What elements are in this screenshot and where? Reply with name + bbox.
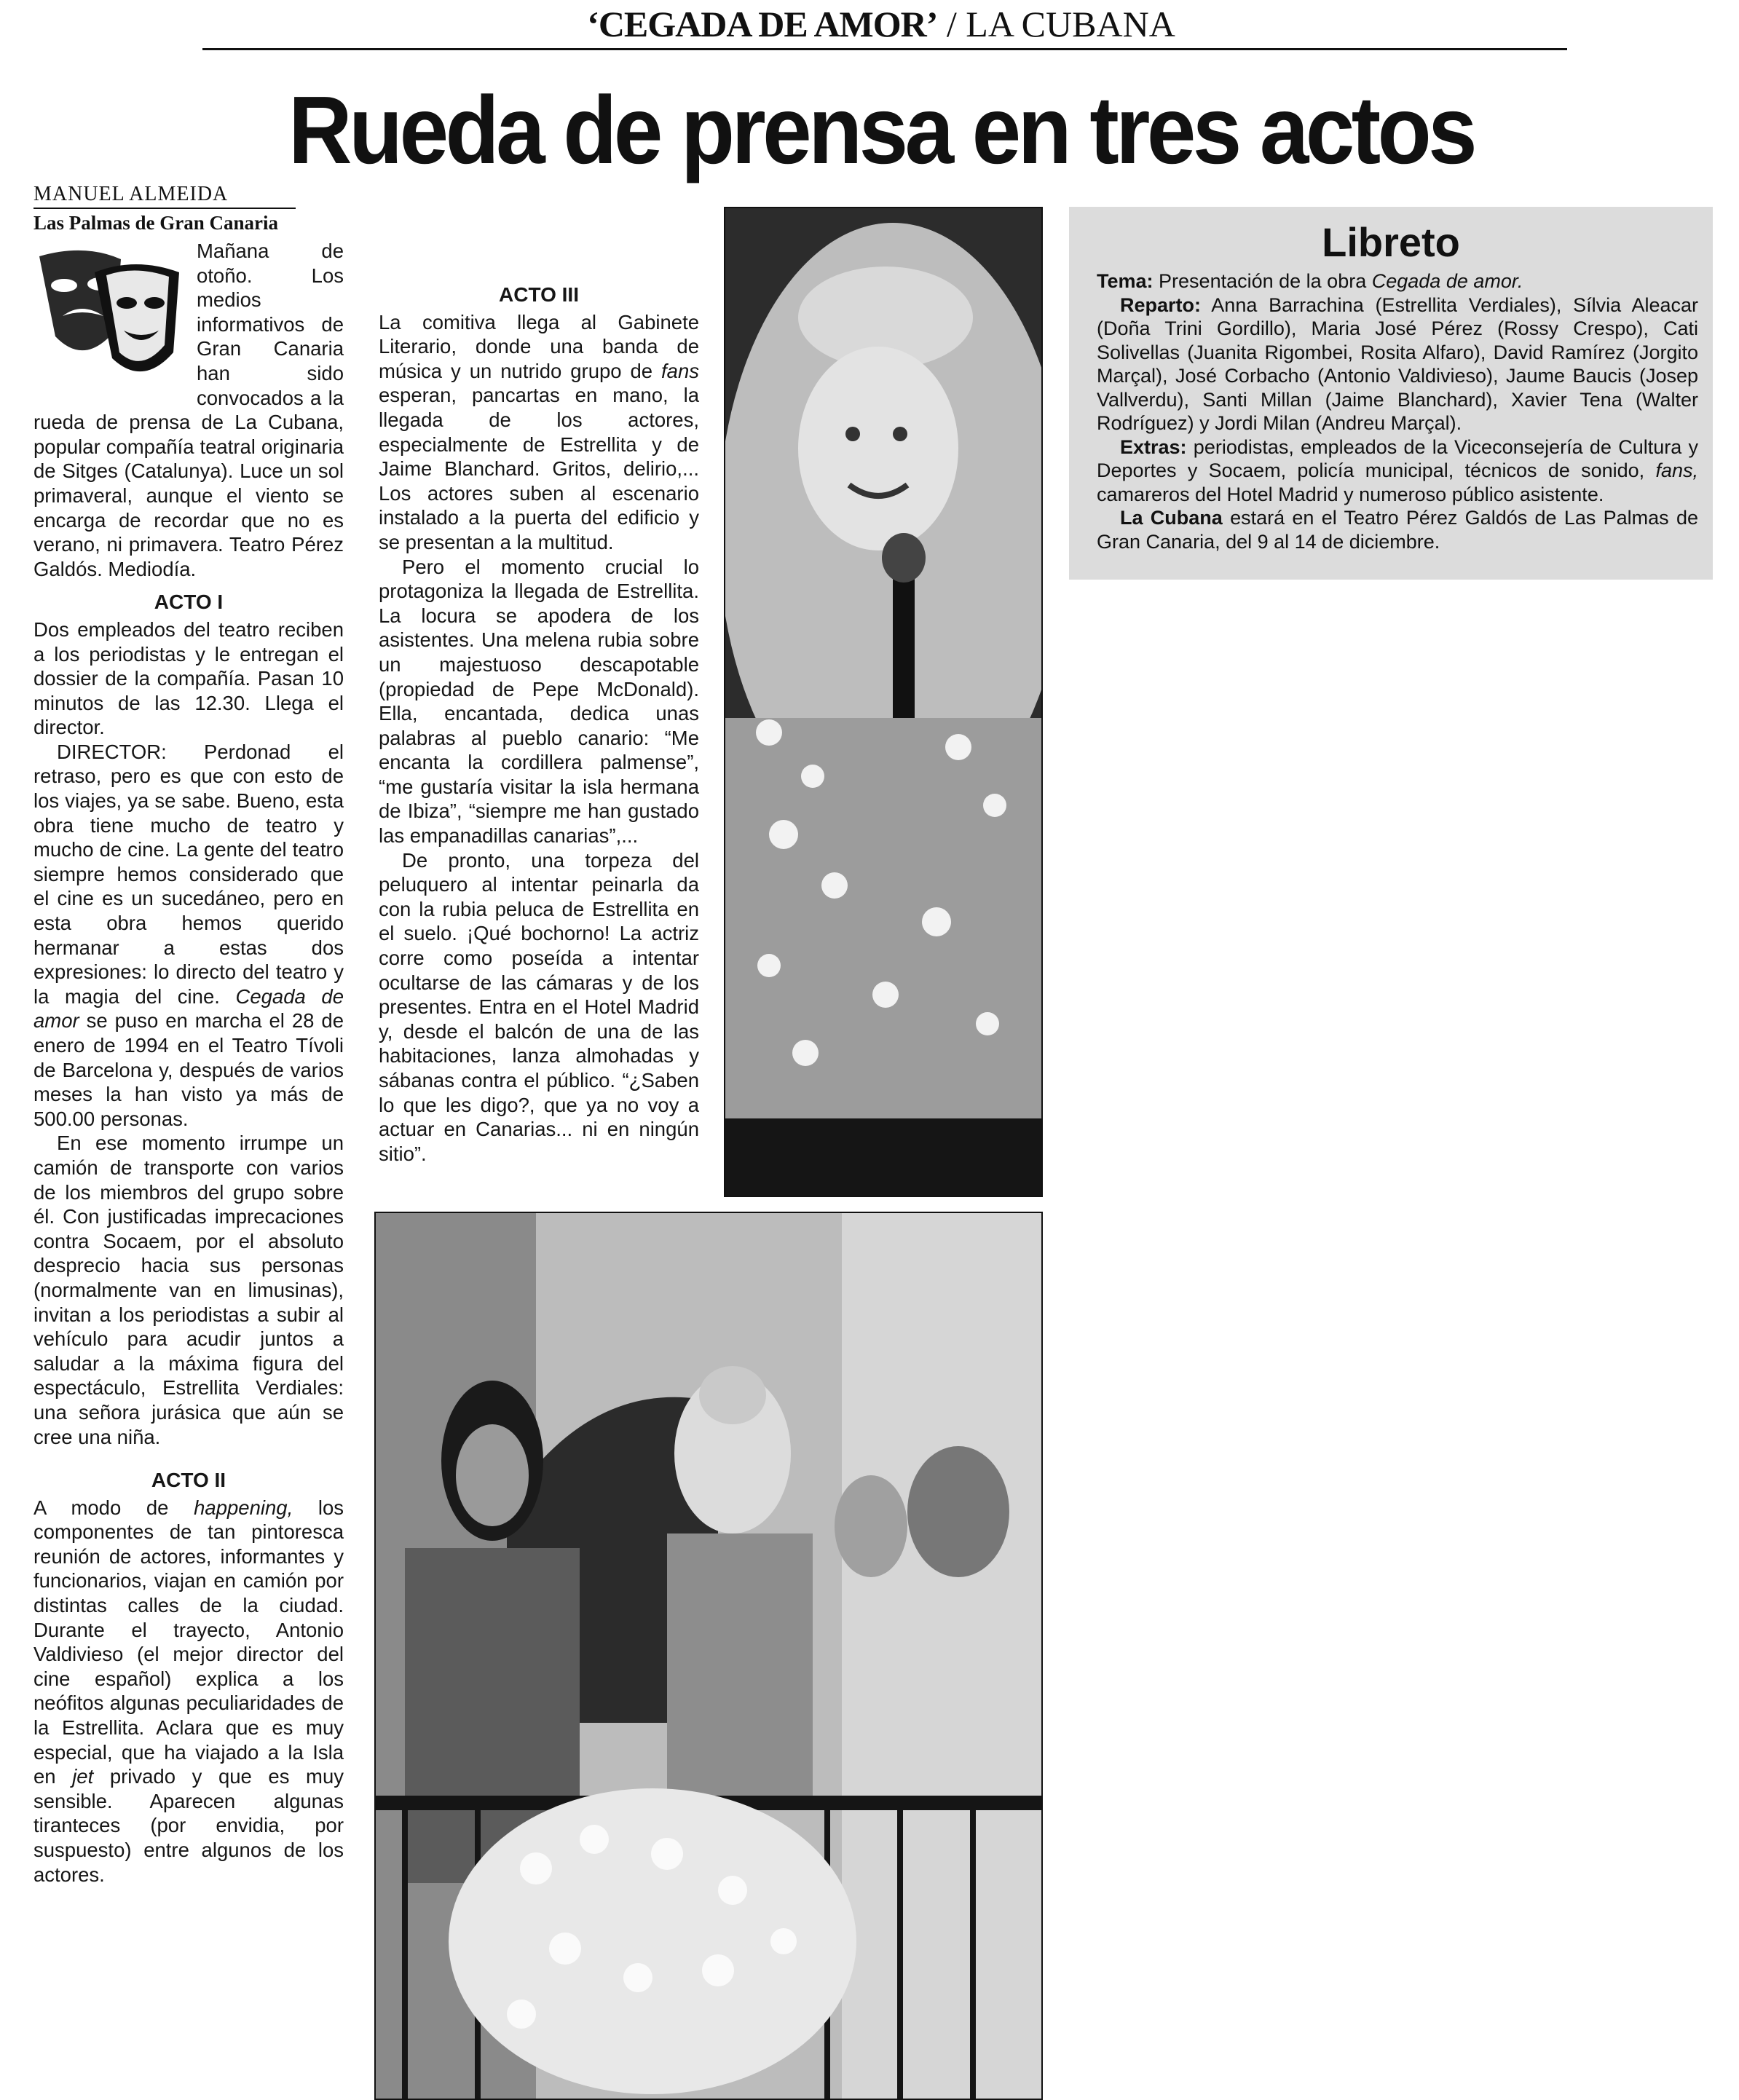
libreto-reparto: Reparto: Anna Barrachina (Estrellita Verdiales), Sílvia Aleacar (Doña Trini Gordillo), Maria José Pérez (Rossy Crespo), Cati Solivellas (Juanita Rigombei, Rosita Alfaro), David Ramírez (Jorgito Marçal), José Corbacho (Antonio Valdivieso), Jaume Baucis (Josep Vallverdu), Santi Millan (Jaime Blanchard), Xavier Tena (Walter Rodríguez) y Jordi Milan (Andreu Marçal). bbox=[1097, 293, 1698, 434]
photo-balcony-scene bbox=[374, 1212, 1043, 2100]
article-column-2 bbox=[379, 188, 699, 1166]
acto3-heading: ACTO III bbox=[499, 283, 579, 306]
acto1-heading: ACTO I bbox=[154, 591, 224, 614]
acto3-paragraph-2: Pero el momento crucial lo protagoniza la llegada de Estrellita. La locura se apodera de los asistentes. Una melena rubia sobre un majestuoso descapotable (propiedad de Pepe McDonald). Ella, encantada, dedica unas palabras al pueblo canario: “Me encanta la cordillera palmense”, “me gustaría visitar la isla hermana de Ibiza”, “siempre me han gustado las empanadillas canarias”,... bbox=[379, 555, 699, 848]
theater-masks-icon bbox=[33, 243, 185, 387]
kicker-rule bbox=[202, 48, 1567, 50]
acto2-heading: ACTO II bbox=[151, 1469, 226, 1492]
byline-rule bbox=[33, 208, 296, 209]
libreto-body bbox=[1069, 265, 1713, 553]
libreto-extras: Extras: periodistas, empleados de la Viceconsejería de Cultura y Deportes y Socaem, policía municipal, técnicos de sonido, fans, camareros del Hotel Madrid y numeroso público asistente. bbox=[1097, 435, 1698, 505]
headline: Rueda de prensa en tres actos bbox=[288, 76, 1475, 183]
article-intro: Mañana de otoño. Los medios informativos de Gran Canaria han sido convocados a la rueda de prensa de La Cubana, popular compañía teatral originaria de Sitges (Catalunya). Luce un sol primaveral, aunque el viento se encarga de recordar que no es verano, ni primavera. Teatro Pérez Galdós. Mediodía. bbox=[33, 240, 344, 580]
photo-estrellita-microphone bbox=[724, 207, 1043, 1197]
byline-author: MANUEL ALMEIDA bbox=[33, 183, 229, 205]
libreto-box bbox=[1069, 207, 1713, 580]
acto2-paragraph: A modo de happening, los componentes de tan pintoresca reunión de actores, informantes y funcionarios, viajan en camión por distintas calles de la ciudad. Durante el trayecto, Antonio Valdivieso (el mejor director del cine español) explica a los neófitos algunas peculiaridades de la Estrellita. Aclara que es muy especial, que ha viajado a la Isla en jet privado y que es muy sensible. Aparecen algunas tiranteces (por envidia, por suspuesto) entre algunos de los actores. bbox=[33, 1496, 344, 1886]
libreto-title: Libreto bbox=[1322, 219, 1460, 265]
kicker-title: ‘CEGADA DE AMOR’ bbox=[587, 4, 938, 44]
section-kicker bbox=[197, 0, 1566, 48]
acto1-paragraph-2: DIRECTOR: Perdonad el retraso, pero es que con esto de los viajes, ya se sabe. Bueno, esta obra tiene mucho de teatro y mucho de cine. La gente del teatro siempre hemos considerado que el cine es un sucedáneo, pero en esta obra hemos querido hermanar a estas dos expresiones: lo directo del teatro y la magia del cine. Cegada de amor se puso en marcha el 28 de enero de 1994 en el Teatro Tívoli de Barcelona y, después de varios meses la han visto ya más de 500.00 personas. bbox=[33, 740, 344, 1130]
byline bbox=[33, 182, 339, 235]
byline-place: Las Palmas de Gran Canaria bbox=[33, 212, 279, 234]
article-column-1 bbox=[33, 239, 344, 1887]
libreto-cubana: La Cubana estará en el Teatro Pérez Galdós de Las Palmas de Gran Canaria, del 9 al 14 de diciembre. bbox=[1097, 507, 1698, 553]
acto3-paragraph-1: La comitiva llega al Gabinete Literario, donde una banda de música y un nutrido grupo de fans esperan, pancartas en mano, la llegada de los actores, especialmente de Estrellita y de Jaime Blanchard. Gritos, delirio,... Los actores suben al escenario instalado a la puerta del edificio y se presentan a la multitud. bbox=[379, 310, 699, 553]
acto1-paragraph-3: En ese momento irrumpe un camión de transporte con varios de los miembros del grupo sobre él. Con justificadas imprecaciones contra Socaem, por el absoluto desprecio hacia sus personas (normalmente van en limusinas), invitan a los periodistas a subir al vehículo para acudir juntos a saludar a la máxima figura del espectáculo, Estrellita Verdiales: una señora jurásica que aún se cree una niña. bbox=[33, 1132, 344, 1448]
acto1-paragraph-1: Dos empleados del teatro reciben a los periodistas y le entregan el dossier de la compañía. Pasan 10 minutos de las 12.30. Llega el director. bbox=[33, 617, 344, 739]
acto3-paragraph-3: De pronto, una torpeza del peluquero al intentar peinarla da con la rubia peluca de Estrellita en el suelo. ¡Qué bochorno! La actriz corre como poseída a intentar ocultarse de las cámaras y de los presentes. Entra en el Hotel Madrid y, desde el balcón de una de las habitaciones, lanza almohadas y sábanas contra el público. “¿Saben lo que les digo?, que ya no voy a actuar en Canarias... ni en ningún sitio”. bbox=[379, 848, 699, 1165]
libreto-tema: Tema: Presentación de la obra Cegada de amor. bbox=[1097, 270, 1523, 292]
kicker-section: / LA CUBANA bbox=[937, 4, 1175, 44]
